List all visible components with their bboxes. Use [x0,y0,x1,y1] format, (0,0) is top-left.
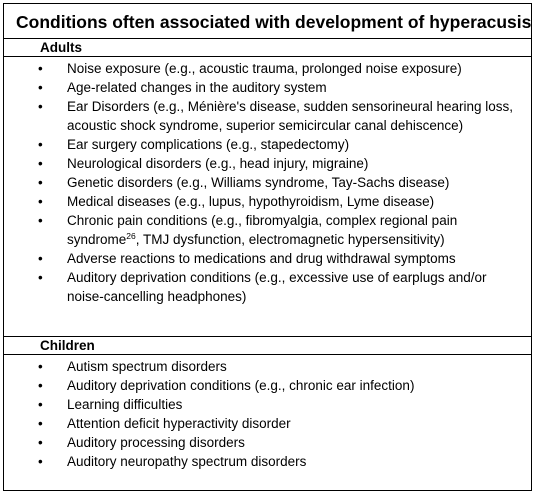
bullet-icon: • [38,156,43,171]
children-section [4,337,531,490]
adults-list [4,57,531,306]
list-item-text-part: Chronic pain conditions (e.g., fibromyalgia, complex regional pain syndrome [67,213,458,247]
adults-heading: Adults [4,39,531,57]
list-item [4,78,531,97]
list-item [4,268,531,306]
list-item-text: Age-related changes in the auditory system [67,80,327,95]
bullet-icon: • [38,194,43,209]
bullet-icon: • [38,137,43,152]
list-item-text: Noise exposure (e.g., acoustic trauma, prolonged noise exposure) [67,61,462,76]
list-item-text: Adverse reactions to medications and drug withdrawal symptoms [67,251,456,266]
list-item [4,211,531,249]
list-item-text: Ear surgery complications (e.g., stapedectomy) [67,137,350,152]
adults-section [4,39,531,337]
table-title: Conditions often associated with development of hyperacusis [4,4,531,39]
bullet-icon: • [38,454,43,469]
list-item [4,433,531,452]
list-item-text: Attention deficit hyperactivity disorder [67,416,291,431]
bullet-icon: • [38,99,43,114]
list-item-text: Auditory processing disorders [67,435,245,450]
list-item [4,395,531,414]
bullet-icon: • [38,378,43,393]
children-list [4,355,531,471]
bullet-icon: • [38,213,43,228]
children-heading: Children [4,337,531,355]
list-item-text: Neurological disorders (e.g., head injury, migraine) [67,156,369,171]
list-item [4,154,531,173]
bullet-icon: • [38,416,43,431]
list-item [4,376,531,395]
list-item-text: Auditory deprivation conditions (e.g., excessive use of earplugs and/or noise-cancelling headphones) [67,270,487,304]
list-item [4,414,531,433]
list-item [4,173,531,192]
citation-superscript: 26 [126,231,136,241]
bullet-icon: • [38,251,43,266]
list-item-text: Ear Disorders (e.g., Ménière's disease, sudden sensorineural hearing loss, acoustic shock syndrome, superior semicircular canal dehiscence) [67,99,514,133]
list-item [4,97,531,135]
list-item [4,135,531,154]
list-item-text: Auditory neuropathy spectrum disorders [67,454,307,469]
list-item-text: Autism spectrum disorders [67,359,227,374]
bullet-icon: • [38,270,43,285]
list-item [4,192,531,211]
list-item [4,452,531,471]
bullet-icon: • [38,61,43,76]
bullet-icon: • [38,359,43,374]
list-item-text: Learning difficulties [67,397,183,412]
conditions-table [3,3,532,491]
list-item [4,249,531,268]
bullet-icon: • [38,435,43,450]
bullet-icon: • [38,175,43,190]
bullet-icon: • [38,397,43,412]
list-item-text: Genetic disorders (e.g., Williams syndrome, Tay-Sachs disease) [67,175,450,190]
list-item [4,59,531,78]
list-item-text: Auditory deprivation conditions (e.g., chronic ear infection) [67,378,415,393]
list-item-text: Medical diseases (e.g., lupus, hypothyroidism, Lyme disease) [67,194,435,209]
list-item [4,357,531,376]
list-item-text-part: , TMJ dysfunction, electromagnetic hypersensitivity) [135,232,445,247]
bullet-icon: • [38,80,43,95]
